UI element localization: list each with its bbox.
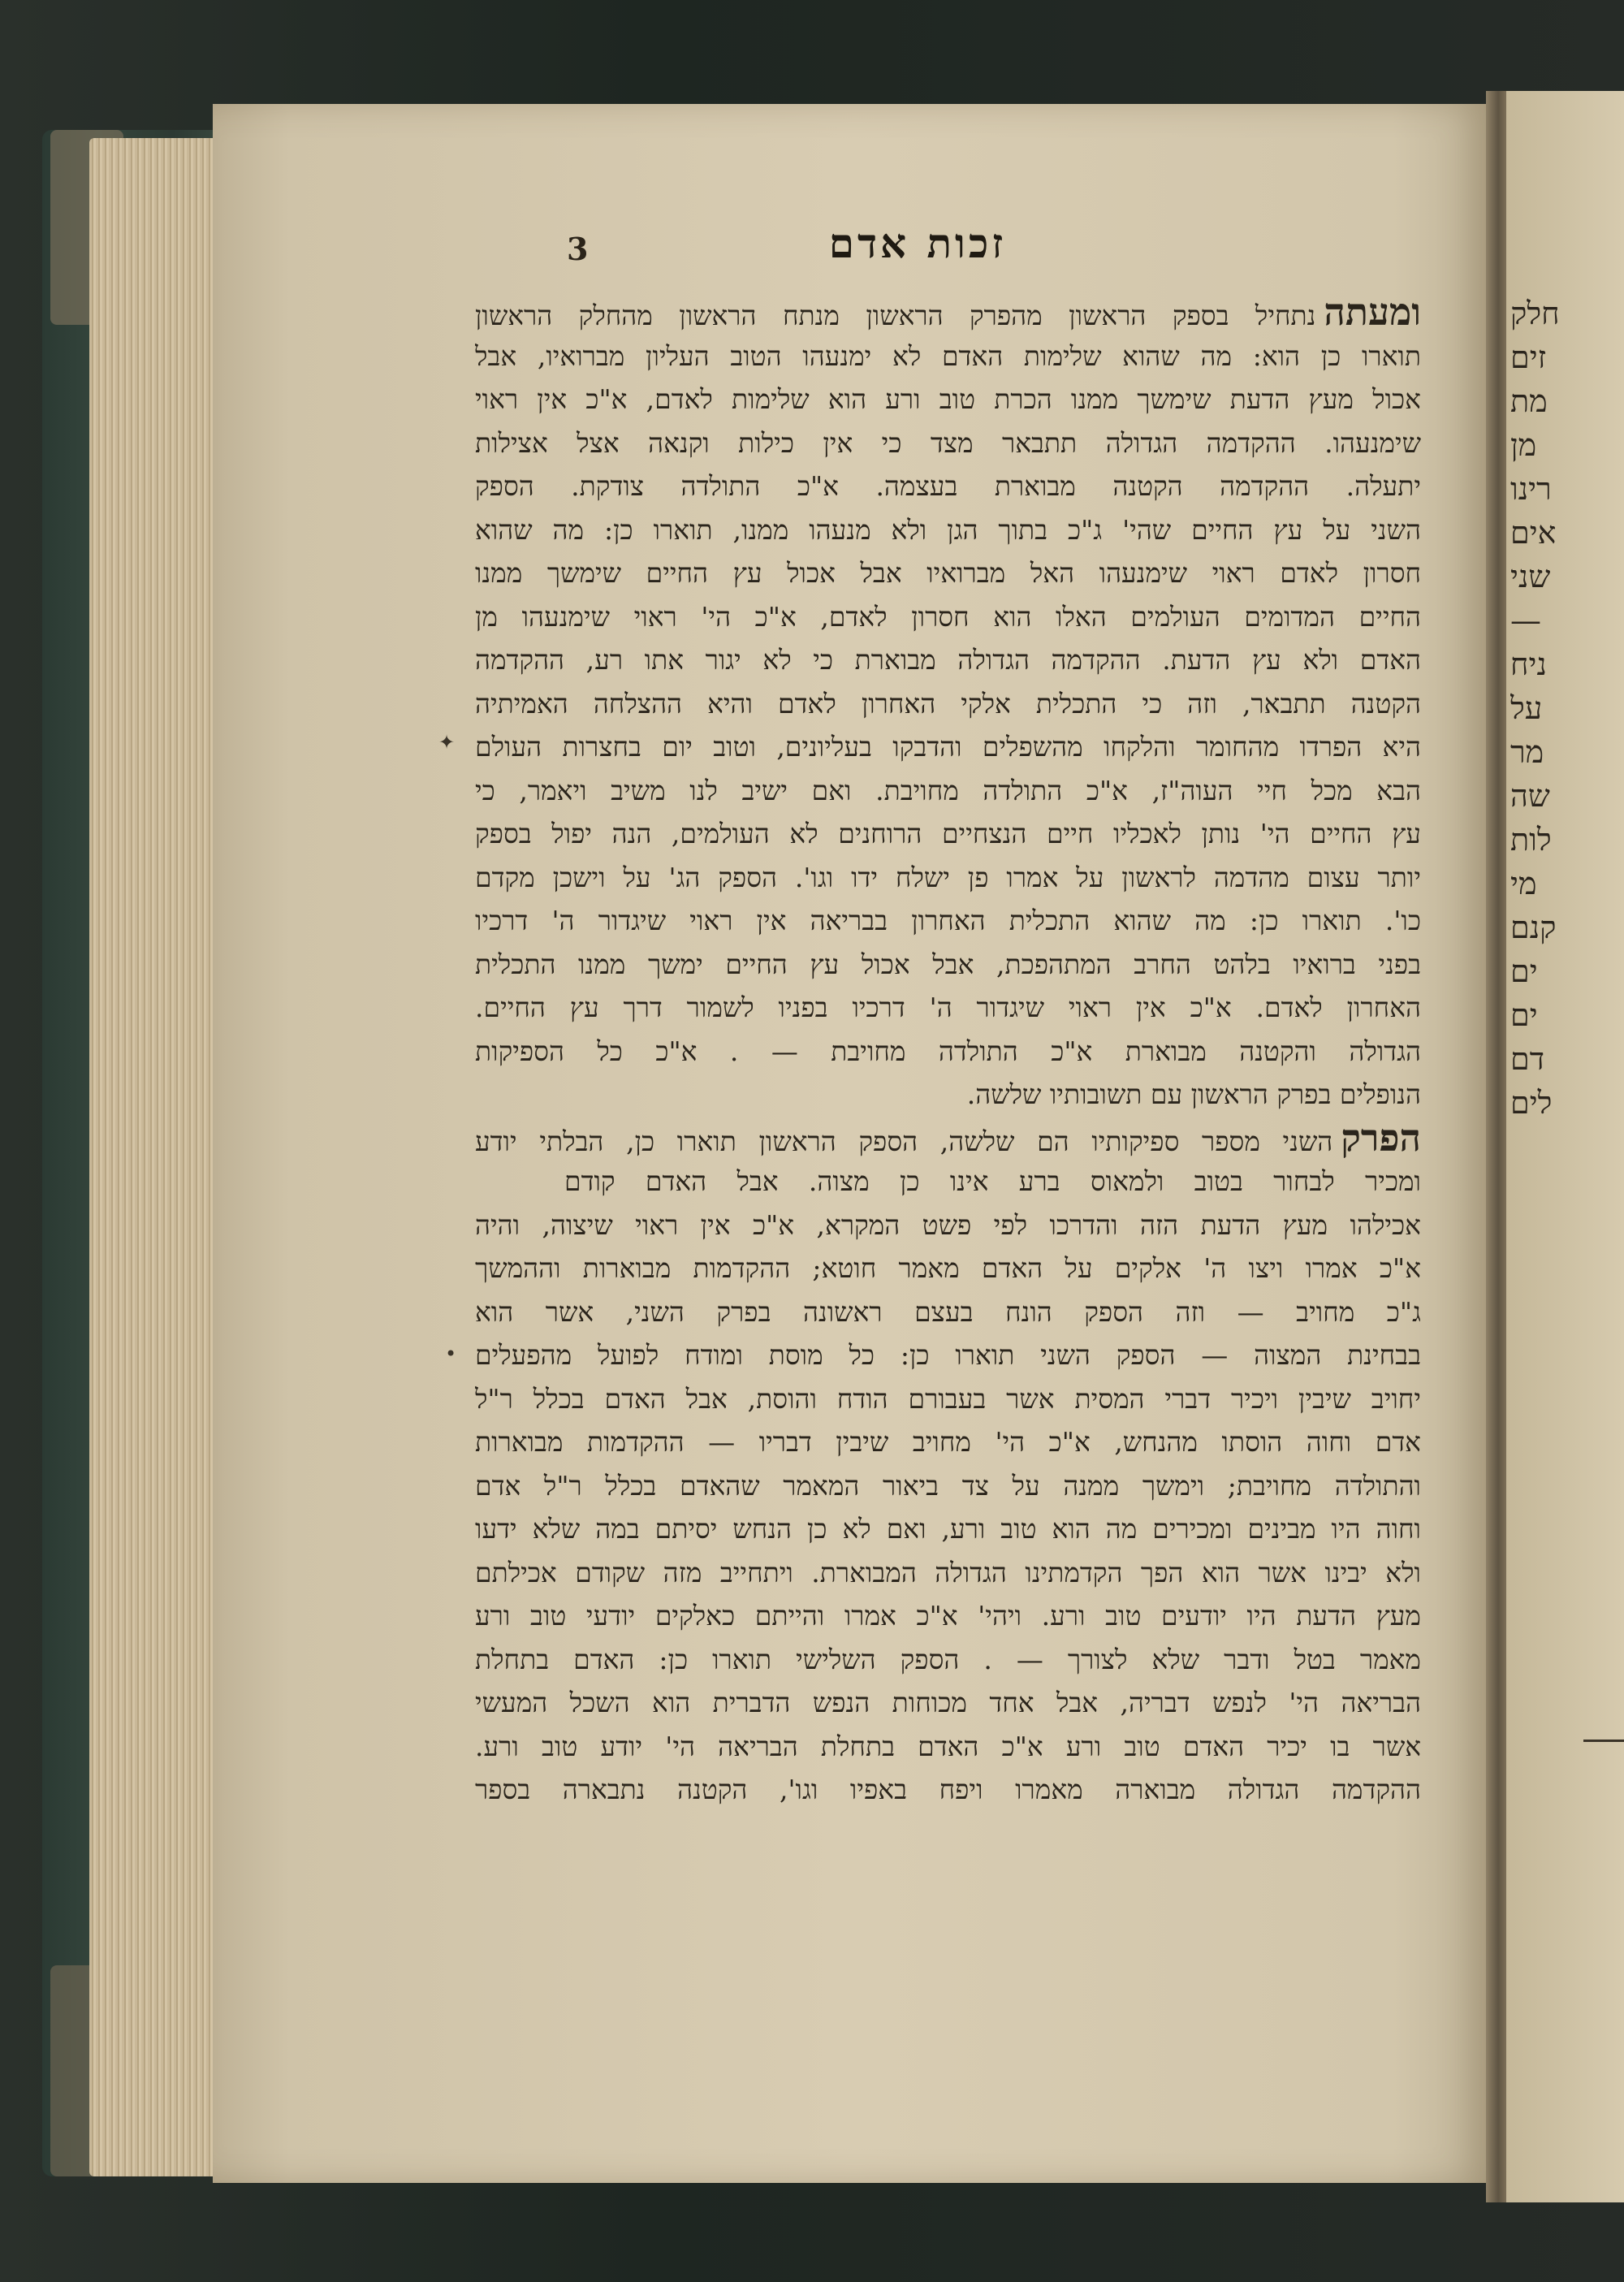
running-title: זכות אדם bbox=[828, 219, 1007, 267]
facing-fragment: זים bbox=[1510, 339, 1547, 375]
text-line: ומכיר לבחור בטוב ולמאוס ברע אינו כן מצוה. אבל האדם קודם bbox=[564, 1165, 1421, 1197]
facing-fragment: — bbox=[1510, 603, 1541, 638]
text-line: הקטנה תתבאר, וזה כי התכלית אלקי האחרון לאדם והיא ההצלחה האמיתיה bbox=[475, 687, 1421, 720]
text-line: שימנעהו. ההקדמה הגדולה תתבאר מצד כי אין כילות וקנאה אצל אצילות bbox=[475, 426, 1421, 459]
text-line: החיים המדומים העולמים האלו הוא חסרון לאדם, א"כ הי' ראוי שימנעהו מן bbox=[475, 600, 1421, 633]
facing-fragment: לים bbox=[1510, 1085, 1553, 1121]
text-line: הבריאה הי' לנפש דבריה, אבל אחד מכוחות הנפש הדברית הוא השכל המעשי bbox=[475, 1687, 1421, 1718]
facing-fragment: רינו bbox=[1510, 471, 1552, 507]
facing-fragment: שני bbox=[1510, 559, 1551, 594]
text-line: אדם וחוה הוסתו מהנחש, א"כ הי' מחויב שיבין דבריו — ההקדמות מבוארות bbox=[475, 1426, 1421, 1458]
facing-fragment: דם bbox=[1510, 1041, 1544, 1077]
text-line: חסרון לאדם ראוי שימנעהו האל מברואיו אבל אכול עץ החיים שימשך ממנו bbox=[475, 557, 1421, 589]
text-line: אכול מעץ הדעת שימשך ממנו הכרת טוב ורע הוא שלימות לאדם, א"כ אין ראוי bbox=[475, 383, 1421, 415]
text-line: תוארו כן הוא: מה שהוא שלימות האדם לא ימנעהו הטוב העליון מברואיו, אבל bbox=[475, 339, 1421, 372]
facing-fragment: מי bbox=[1510, 866, 1537, 901]
text-line: ההקדמה הגדולה מבוארה מאמרו ויפח באפיו וגו', הקטנה נתבארה בספר bbox=[475, 1774, 1421, 1805]
text-line: יתעלה. ההקדמה הקטנה מבוארת בעצמה. א"כ התולדה צודקת. הספק bbox=[475, 470, 1421, 502]
paragraph-opener: ומעתה bbox=[1324, 291, 1421, 334]
text-line bbox=[475, 291, 1421, 335]
text-line: עץ החיים הי' נותן לאכליו חיים הנצחיים הרוחנים לא העולמים, הנה יפול בספק bbox=[475, 818, 1421, 849]
facing-fragment: על bbox=[1510, 690, 1543, 726]
text-line: השני על עץ החיים שהי' ג"כ בתוך הגן ולא מנעהו ממנו, תוארו כן: מה שהוא bbox=[475, 513, 1421, 546]
text-line: יחויב שיבין ויכיר דברי המסית אשר בעבורם הודח והוסת, אבל האדם בכלל ר"ל bbox=[475, 1382, 1421, 1415]
margin-speck: • bbox=[445, 1342, 457, 1365]
facing-fragment: חלק bbox=[1510, 296, 1560, 331]
facing-fragment: ים bbox=[1510, 953, 1538, 989]
text-line: היא הפרדו מהחומר והלקחו מהשפלים והדבקו בעליונים, וטוב יום בחצרות העולם bbox=[475, 731, 1421, 763]
text-line: בבחינת המצוה — הספק השני תוארו כן: כל מוסת ומודח לפועל מהפעלים bbox=[475, 1339, 1421, 1371]
text-line: כו'. תוארו כן: מה שהוא התכלית האחרון בבריאה אין ראוי שיגדור ה' דרכיו bbox=[475, 905, 1421, 936]
text-line: אשר בו יכיר האדם טוב ורע א"כ האדם בתחלת הבריאה הי' יודע טוב ורע. bbox=[475, 1730, 1421, 1762]
text-line: הגדולה והקטנה מבוארת א"כ התולדה מחויבת — . א"כ כל הספיקות bbox=[475, 1035, 1421, 1067]
margin-speck: ✦ bbox=[438, 731, 456, 754]
text-line: מאמר בטל ודבר שלא לצורך — . הספק השלישי תוארו כן: האדם בתחלת bbox=[475, 1643, 1421, 1675]
page-number: 3 bbox=[567, 231, 589, 267]
text-line: ג"כ מחויב — וזה הספק הונח בעצם ראשונה בפרק השני, אשר הוא bbox=[475, 1295, 1421, 1328]
facing-fragment: ים bbox=[1510, 997, 1538, 1033]
facing-fragment: אים bbox=[1510, 515, 1557, 551]
text-line: הבא מכל חיי העוה"ז, א"כ התולדה מחויבת. ואם ישיב לנו משיב ויאמר, כי bbox=[475, 774, 1421, 806]
facing-fragment: מן bbox=[1510, 427, 1537, 463]
line-text: השני מספר ספיקותיו הם שלשה, הספק הראשון תוארו כן, הבלתי יודע bbox=[475, 1125, 1333, 1157]
text-line: אכילהו מעץ הדעת הזה והדרכו לפי פשט המקרא, א"כ אין ראוי שיצוה, והיה bbox=[475, 1208, 1421, 1241]
main-text bbox=[475, 291, 1421, 1812]
facing-fragment: לות bbox=[1510, 822, 1552, 858]
text-line bbox=[475, 1117, 1421, 1160]
text-line: יותר עצום מהדמה לראשון על אמרו פן ישלח ידו וגו'. הספק הג' על וישכן מקדם bbox=[475, 861, 1421, 893]
text-line: האדם ולא עץ הדעת. ההקדמה הגדולה מבוארת כי לא יגור אתו רע, ההקדמה bbox=[475, 644, 1421, 676]
text-line: הנופלים בפרק הראשון עם תשובותיו שלשה. bbox=[966, 1078, 1421, 1110]
facing-rule bbox=[1583, 1740, 1624, 1742]
line-text: נתחיל בספק הראשון מהפרק הראשון מנתח הראשון מהחלק הראשון bbox=[475, 300, 1316, 331]
text-line: מעץ הדעת היו יודעים טוב ורע. ויהי' א"כ אמרו והייתם כאלקים יודעי טוב ורע bbox=[475, 1600, 1421, 1632]
text-line: א"כ אמרו ויצו ה' אלקים על האדם מאמר חוטא; ההקדמות מבוארות וההמשך bbox=[475, 1252, 1421, 1284]
paragraph-opener: הפרק bbox=[1341, 1116, 1421, 1160]
facing-fragment: קנם bbox=[1510, 910, 1557, 945]
text-line: וחוה היו מבינים ומכירים מה הוא טוב ורע, ואם לא כן הנחש יסיתם במה שלא ידעו bbox=[475, 1513, 1421, 1545]
text-line: ולא יבינו אשר הוא הפך הקדמתינו הגדולה המבוארת. ויתחייב מזה שקודם אכילתם bbox=[475, 1556, 1421, 1588]
page-edges bbox=[89, 138, 227, 2176]
facing-fragment: מר bbox=[1510, 734, 1544, 770]
text-line: האחרון לאדם. א"כ אין ראוי שיגדור ה' דרכיו בפניו לשמור דרך עץ החיים. bbox=[475, 992, 1421, 1023]
text-line: והתולדה מחויבת; וימשך ממנה על צד ביאור המאמר שהאדם בכלל ר"ל אדם bbox=[475, 1469, 1421, 1502]
facing-fragment: ניח bbox=[1510, 646, 1547, 682]
text-line: בפני ברואיו בלהט החרב המתהפכת, אבל אכול עץ החיים ימשך ממנו התכלית bbox=[475, 948, 1421, 980]
facing-page bbox=[1506, 91, 1624, 2202]
facing-fragment: שה bbox=[1510, 778, 1550, 814]
facing-fragment: מת bbox=[1510, 383, 1548, 419]
